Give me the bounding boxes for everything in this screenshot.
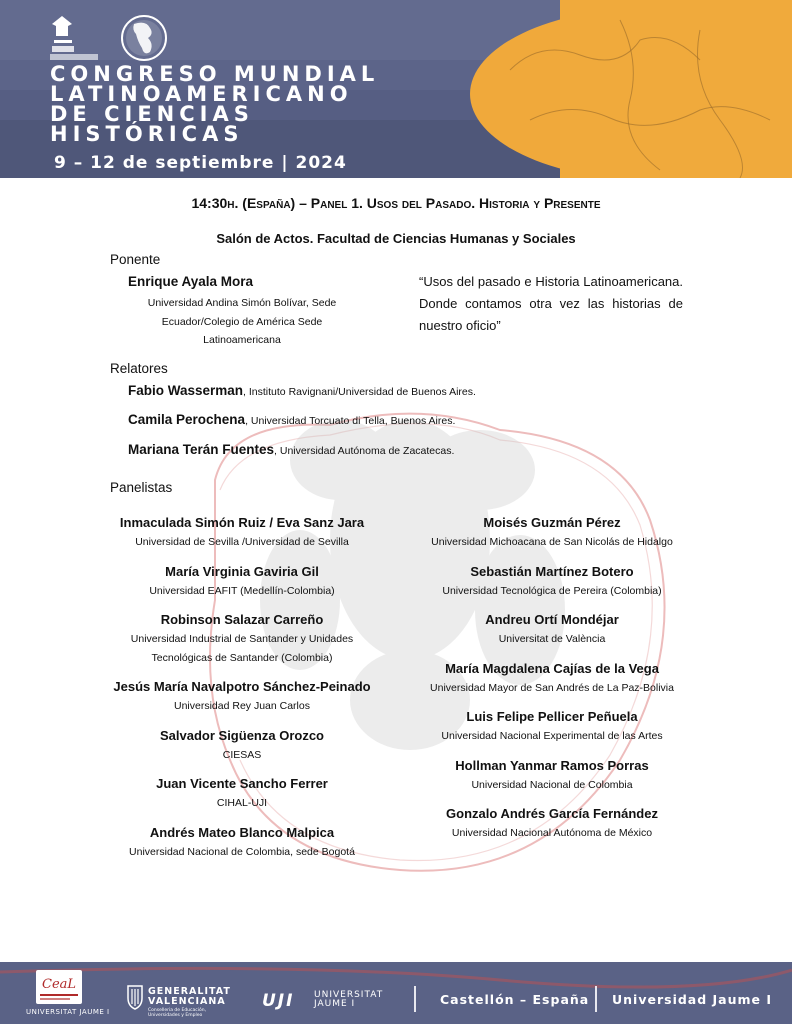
panelist-entry	[420, 512, 684, 552]
relator-institution: , Instituto Ravignani/Universidad de Buenos Aires.	[243, 386, 476, 398]
title-line-3: DE CIENCIAS	[50, 102, 254, 126]
relator-name: Camila Perochena	[128, 412, 246, 427]
footer-location: Castellón – España	[440, 992, 590, 1007]
relator-item	[128, 412, 455, 427]
ponente-institution: Universidad Andina Simón Bolívar, Sede Ecuador/Colegio de América Sede Latinoamericana	[147, 297, 337, 346]
panel-title: 14:30h. (España) – Panel 1. Usos del Pasado. Historia y Presente	[191, 195, 601, 211]
relator-item	[128, 383, 476, 398]
panelist-name: Moisés Guzmán Pérez	[483, 515, 621, 530]
footer-university: Universidad Jaume I	[612, 992, 773, 1007]
footer-banner	[0, 962, 792, 1024]
panelist-institution: Universidad Nacional Autónoma de México	[451, 827, 653, 839]
panelist-institution: CIHAL-UJI	[216, 797, 268, 809]
relator-institution: , Universidad Torcuato di Tella, Buenos Aires.	[245, 415, 456, 427]
header-banner	[0, 0, 792, 178]
panelist-institution: Universidad Mayor de San Andrés de La Paz-Bolivia	[430, 681, 674, 694]
panelist-name: Inmaculada Simón Ruiz / Eva Sanz Jara	[119, 515, 365, 530]
title-line-1: CONGRESO MUNDIAL	[50, 62, 380, 86]
svg-text:CeaL: CeaL	[42, 977, 77, 992]
panelist-entry	[110, 512, 374, 552]
panelist-institution: Universidad Nacional de Colombia	[471, 778, 633, 791]
panelist-name: Salvador Sigüenza Orozco	[160, 727, 324, 743]
panelistas-label: Panelistas	[110, 480, 173, 495]
panelist-institution: Universidad Industrial de Santander y Unidades Tecnológicas de Santander (Colombia)	[130, 633, 354, 664]
panelist-entry	[110, 725, 374, 765]
ponente-talk-title: “Usos del pasado e Historia Latinoamericana. Donde contamos otra vez las historias de nuestro oficio”	[419, 274, 683, 333]
logo2-subtitle: Conselleria de Educación, Universidades y Empleo	[148, 1008, 207, 1018]
panelist-entry	[110, 561, 374, 601]
panelist-name: Andreu Ortí Mondéjar	[485, 612, 619, 627]
footer-separator	[414, 986, 416, 1012]
relator-item	[128, 442, 454, 457]
panel-venue: Salón de Actos. Facultad de Ciencias Humanas y Sociales	[216, 231, 576, 246]
title-line-2: LATINOAMERICANO	[50, 82, 353, 106]
panelistas-left-column	[110, 512, 374, 870]
relator-institution: , Universidad Autónoma de Zacatecas.	[274, 445, 455, 457]
uji-mark: UJI	[262, 991, 295, 1011]
relator-name: Fabio Wasserman	[128, 383, 244, 398]
congress-logo	[50, 14, 190, 62]
panelist-name: Andrés Mateo Blanco Malpica	[149, 824, 335, 840]
panelist-entry	[110, 609, 374, 667]
logo1-caption: UNIVERSITAT JAUME I	[26, 1008, 110, 1016]
panelist-name: Gonzalo Andrés García Fernández	[446, 806, 658, 821]
footer-separator	[595, 986, 597, 1012]
ceal-logo	[36, 970, 82, 1004]
panelist-entry	[420, 755, 684, 795]
panelist-institution: Universidad EAFIT (Medellín-Colombia)	[149, 584, 335, 597]
panelist-institution: Universitat de València	[498, 633, 606, 645]
panelist-institution: CIESAS	[222, 748, 262, 761]
panelist-name: Jesús María Navalpotro Sánchez-Peinado	[113, 679, 371, 694]
panelistas-right-column	[420, 512, 684, 852]
panelist-name: María Magdalena Cajías de la Vega	[445, 660, 659, 676]
panelist-entry	[420, 561, 684, 601]
logo2-title: GENERALITAT VALENCIANA	[148, 986, 231, 1007]
panelist-institution: Universidad Rey Juan Carlos	[174, 700, 310, 712]
uji-text: UNIVERSITAT JAUME I	[314, 990, 384, 1009]
panelist-institution: Universidad Tecnológica de Pereira (Colombia)	[442, 584, 662, 597]
ponente-label: Ponente	[110, 252, 161, 267]
title-line-4: HISTÓRICAS	[50, 122, 244, 146]
panelist-entry	[110, 773, 374, 813]
panelist-institution: Universidad Michoacana de San Nicolás de Hidalgo	[431, 536, 673, 548]
panelist-name: Juan Vicente Sancho Ferrer	[156, 776, 328, 791]
ponente-name: Enrique Ayala Mora	[128, 274, 254, 289]
panelist-institution: Universidad Nacional Experimental de las Artes	[441, 730, 663, 742]
generalitat-shield-icon	[126, 984, 144, 1010]
panelist-name: María Virginia Gaviria Gil	[165, 563, 319, 579]
relator-name: Mariana Terán Fuentes	[128, 442, 275, 457]
panelist-entry	[420, 609, 684, 649]
panelist-entry	[420, 706, 684, 746]
panelist-name: Luis Felipe Pellicer Peñuela	[466, 709, 638, 724]
panelist-name: Robinson Salazar Carreño	[160, 612, 324, 627]
panelist-entry	[110, 822, 374, 862]
map-lines	[470, 0, 792, 178]
relatores-label: Relatores	[110, 361, 168, 376]
panelist-entry	[110, 676, 374, 716]
congress-dates: 9 – 12 de septiembre | 2024	[54, 153, 347, 173]
panelist-institution: Universidad de Sevilla /Universidad de Sevilla	[135, 536, 349, 548]
panelist-institution: Universidad Nacional de Colombia, sede Bogotá	[129, 845, 355, 858]
panelist-name: Hollman Yanmar Ramos Porras	[455, 757, 649, 773]
panelist-entry	[420, 803, 684, 843]
panelist-name: Sebastián Martínez Botero	[470, 563, 634, 579]
panelist-entry	[420, 658, 684, 698]
